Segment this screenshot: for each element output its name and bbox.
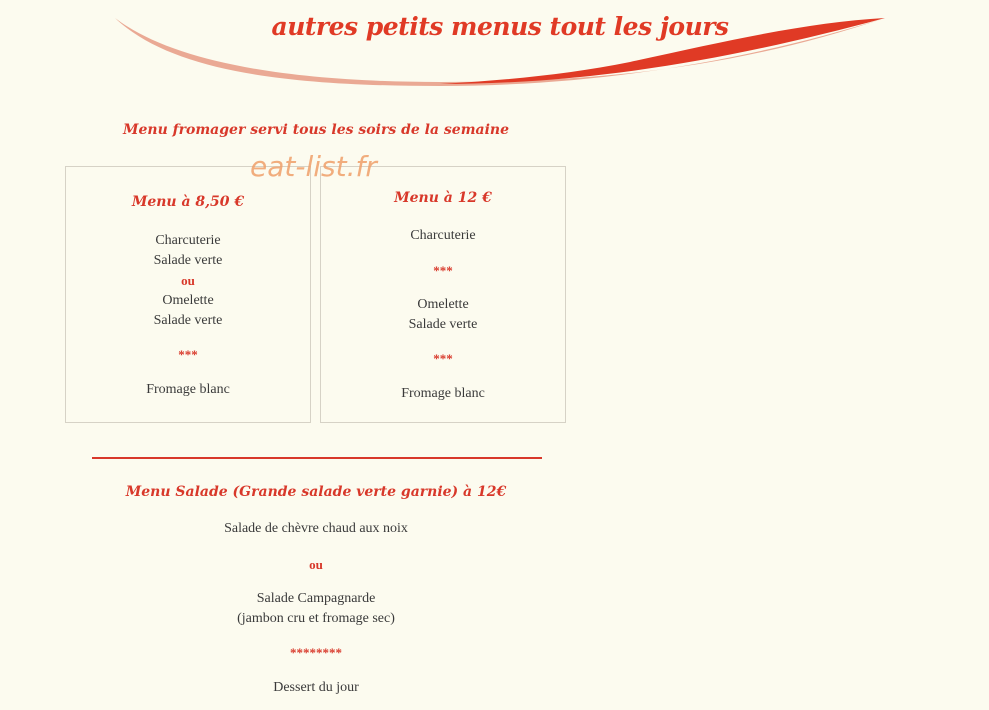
menu-star-separator: *** (433, 351, 453, 366)
menu-item: Salade de chèvre chaud aux noix (224, 521, 408, 536)
menu-item: Charcuterie (155, 233, 221, 248)
section-divider (92, 457, 542, 459)
menu-star-separator: *** (178, 347, 198, 362)
menu-item: Salade verte (408, 317, 478, 332)
menu-item: Dessert du jour (273, 680, 359, 695)
menu-item: Salade verte (153, 313, 223, 328)
menu-item: Fromage blanc (146, 382, 230, 397)
menu-card-12 (320, 166, 566, 423)
menu-or-separator: ou (181, 273, 195, 288)
menu-item: Salade verte (153, 253, 223, 268)
section-heading-fromager: Menu fromager servi tous les soirs de la semaine (123, 122, 509, 138)
page-title: autres petits menus tout les jours (271, 12, 729, 41)
menu-star-separator: *** (433, 263, 453, 278)
menu-item: Omelette (162, 293, 214, 308)
menu-star-separator: ******** (290, 645, 342, 660)
menu-item: Charcuterie (410, 228, 476, 243)
section-heading-salade: Menu Salade (Grande salade verte garnie) à 12€ (125, 484, 507, 500)
menu-card-8-50 (65, 166, 311, 423)
menu-item-note: (jambon cru et fromage sec) (237, 611, 395, 626)
menu-or-separator: ou (309, 557, 323, 572)
menu-card-title: Menu à 8,50 € (131, 194, 245, 210)
menu-item: Salade Campagnarde (256, 591, 376, 606)
watermark: eat-list.fr (250, 150, 377, 183)
menu-item: Omelette (417, 297, 469, 312)
menu-card-title: Menu à 12 € (394, 190, 492, 206)
menu-item: Fromage blanc (401, 386, 485, 401)
